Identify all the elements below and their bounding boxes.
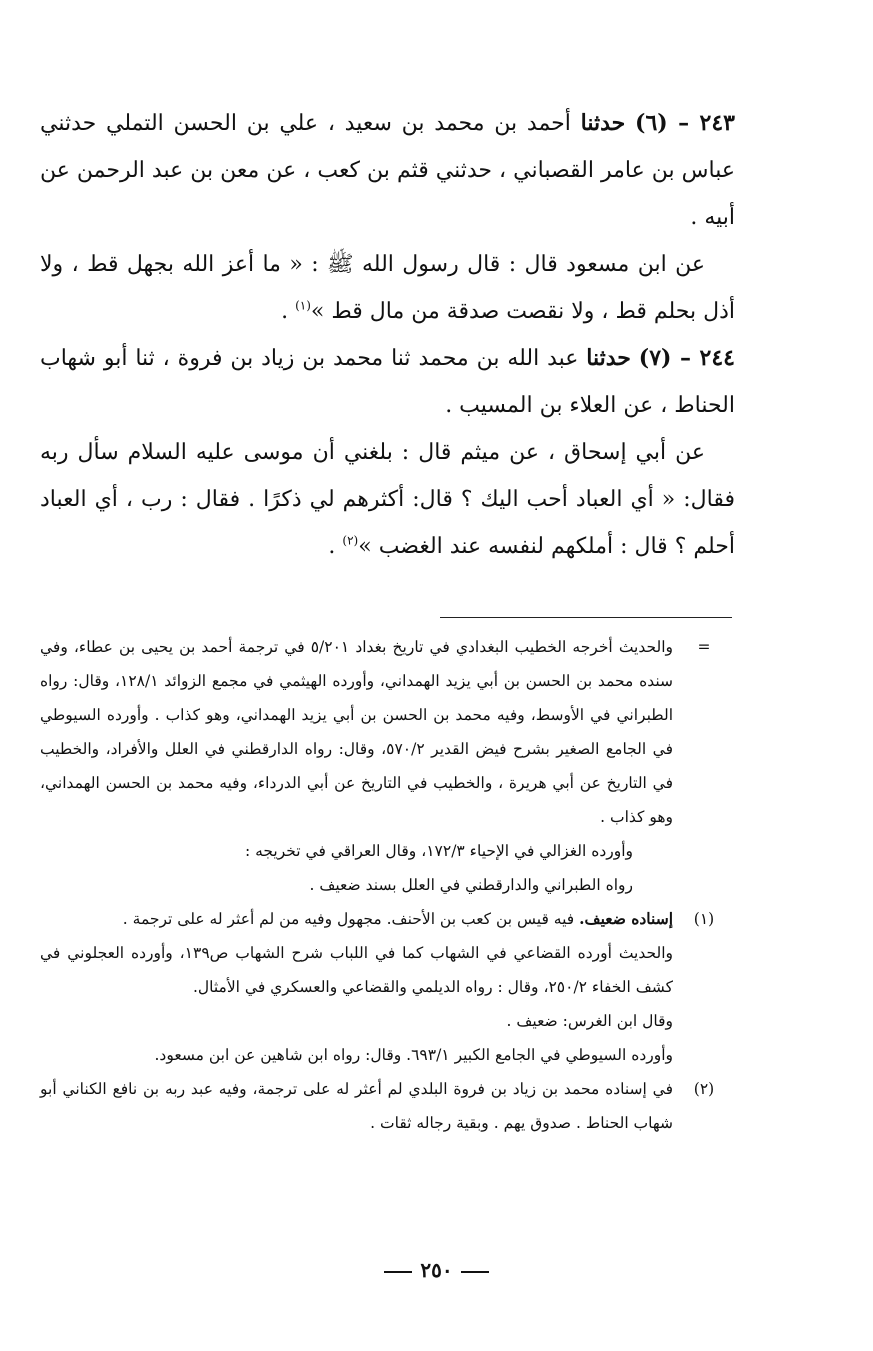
page-number: ٢٥٠: [420, 1258, 453, 1282]
hadith-number-244: ٢٤٤ – (٧): [638, 345, 735, 371]
period-243: .: [281, 299, 296, 324]
hadith-number-243: ٢٤٣ – (٦): [635, 110, 735, 136]
footnote-1-verdict: إسناده ضعيف.: [579, 909, 673, 928]
footnote-paragraph: في إسناده محمد بن زياد بن فروة البلدي لم أعثر له على ترجمة، وفيه عبد ربه بن نافع الكناني أبو شهاب الحناط . صدوق يهم . وبقية رجاله ثقات .: [40, 1080, 673, 1132]
page-number-dash: [461, 1271, 489, 1273]
footnote-paragraph: رواه الطبراني والدارقطني في العلل بسند ضعيف .: [309, 876, 633, 894]
haddathana-244: حدثنا: [586, 345, 631, 371]
footnote-1-text: فيه قيس بن كعب بن الأحنف. مجهول وفيه من لم أعثر له على ترجمة .: [122, 910, 580, 928]
page-number-area: [0, 1258, 873, 1282]
continuation-mark: =: [697, 638, 711, 656]
hadith-244-text: [40, 429, 735, 570]
footnote-paragraph: [40, 902, 673, 936]
footnote-2-mark: (٢): [693, 1080, 715, 1098]
hadith-243-text: [40, 241, 735, 335]
footnote-continuation: [40, 630, 735, 902]
footnote-1-mark: (١): [693, 910, 715, 928]
footnote-paragraph: وأورده الغزالي في الإحياء ١٧٢/٣، وقال العراقي في تخريجه :: [244, 842, 633, 860]
hadith-244-chain: [40, 335, 735, 429]
isnad-244: عبد الله بن محمد ثنا محمد بن زياد بن فروة ، ثنا أبو شهاب الحناط ، عن العلاء بن المسيب .: [40, 346, 735, 418]
footnote-paragraph: وقال ابن الغرس: ضعيف .: [506, 1012, 673, 1030]
matn-243: عن ابن مسعود قال : قال رسول الله ﷺ : « ما أعز الله بجهل قط ، ولا أذل بحلم قط ، ولا نقصت صدقة من مال قط »: [40, 252, 735, 324]
matn-244: عن أبي إسحاق ، عن ميثم قال : بلغني أن موسى عليه السلام سأل ربه فقال: « أي العباد أحب اليك ؟ قال: أكثرهم لي ذكرًا . فقال : رب ، أي العباد أحلم ؟ قال : أملكهم لنفسه عند الغضب »: [40, 440, 735, 559]
page-number-dash: [384, 1271, 412, 1273]
footnote-ref-1: (١): [295, 298, 311, 313]
footnote-paragraph: والحديث أورده القضاعي في الشهاب كما في اللباب شرح الشهاب ص١٣٩، وأورده العجلوني في كشف الخفاء ٢٥٠/٢، وقال : رواه الديلمي والقضاعي والعسكري في الأمثال.: [40, 944, 674, 996]
haddathana-243: حدثنا: [580, 110, 626, 136]
footnote-paragraph: والحديث أخرجه الخطيب البغدادي في تاريخ بغداد ٥/٢٠١ في ترجمة أحمد بن يحيى بن عطاء، وفي سنده محمد بن الحسن بن أبي يزيد الهمداني، وأورده الهيثمي في مجمع الزوائد ١٢٨/١، وقال: رواه الطبراني في الأوسط، وفيه محمد بن الحسن بن أبي يزيد الهمداني، وهو كذاب . وأورده السيوطي في الجامع الصغير بشرح فيض القدير ٥٧٠/٢، وقال: رواه الدارقطني في العلل والأفراد، والخطيب في التاريخ عن أبي هريرة ، والخطيب في التاريخ عن أبي الدرداء، وفيه محمد بن الحسن الهمداني، وهو كذاب .: [40, 638, 674, 826]
footnote-1: [40, 902, 735, 1072]
footnote-ref-2: (٢): [342, 533, 359, 548]
isnad-243: أحمد بن محمد بن سعيد ، علي بن الحسن التملي حدثني عباس بن عامر القصباني ، حدثني قثم بن كعب ، عن معن بن عبد الرحمن عن أبيه .: [40, 111, 735, 230]
period-244: .: [328, 534, 343, 559]
main-text: [40, 100, 735, 570]
footnote-2: [40, 1072, 735, 1140]
hadith-243-chain: [40, 100, 735, 241]
footnote-paragraph: وأورده السيوطي في الجامع الكبير ٦٩٣/١. وقال: رواه ابن شاهين عن ابن مسعود.: [154, 1046, 673, 1064]
footnote-divider: [440, 617, 732, 618]
footnotes: [40, 630, 735, 1140]
